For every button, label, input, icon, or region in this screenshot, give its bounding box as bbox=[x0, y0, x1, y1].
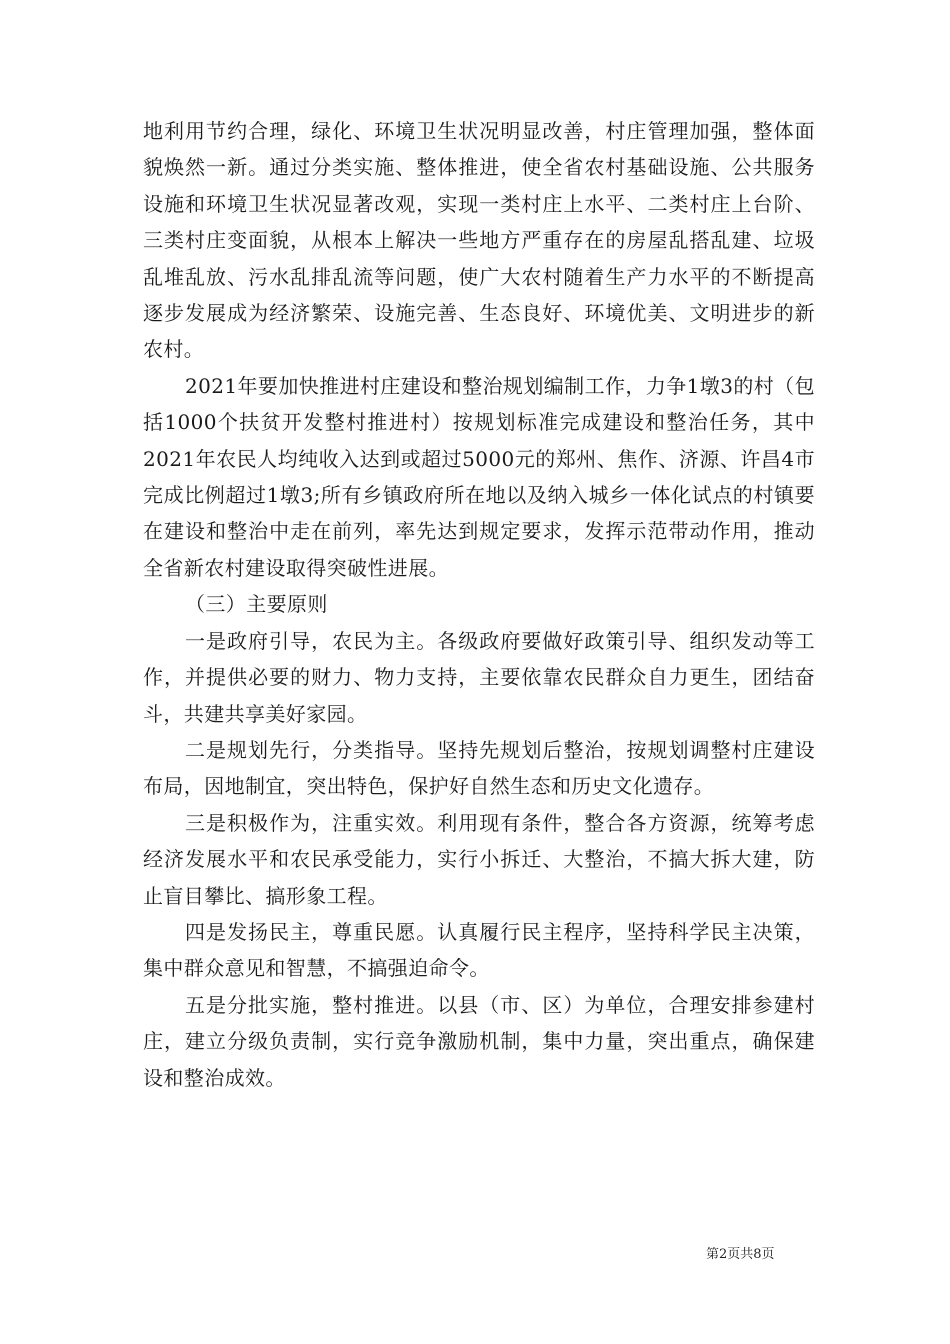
section-heading-principles: （三）主要原则 bbox=[185, 592, 328, 617]
paragraph-principle-5: 五是分批实施，整村推进。以县（市、区）为单位，合理安排参建村庄，建立分级负责制，实行竞争激励机制，集中力量，突出重点，确保建设和整治成效。 bbox=[143, 992, 815, 1090]
paragraph-1: 地利用节约合理，绿化、环境卫生状况明显改善，村庄管理加强，整体面貌焕然一新。通过分类实施、整体推进，使全省农村基础设施、公共服务设施和环境卫生状况显著改观，实现一类村庄上水平、二类村庄上台阶、三类村庄变面貌，从根本上解决一些地方严重存在的房屋乱搭乱建、垃圾乱堆乱放、污水乱排乱流等问题，使广大农村随着生产力水平的不断提高逐步发展成为经济繁荣、设施完善、生态良好、环境优美、文明进步的新农村。 bbox=[143, 119, 815, 362]
document-body bbox=[143, 113, 815, 1096]
paragraph-principle-1: 一是政府引导，农民为主。各级政府要做好政策引导、组织发动等工作，并提供必要的财力、物力支持，主要依靠农民群众自力更生，团结奋斗，共建共享美好家园。 bbox=[143, 628, 815, 726]
paragraph-principle-4: 四是发扬民主，尊重民愿。认真履行民主程序，坚持科学民主决策，集中群众意见和智慧，不搞强迫命令。 bbox=[143, 919, 815, 981]
paragraph-principle-3: 三是积极作为，注重实效。利用现有条件，整合各方资源，统筹考虑经济发展水平和农民承受能力，实行小拆迁、大整治，不搞大拆大建，防止盲目攀比、搞形象工程。 bbox=[143, 810, 815, 908]
paragraph-principle-2: 二是规划先行，分类指导。坚持先规划后整治，按规划调整村庄建设布局，因地制宜，突出特色，保护好自然生态和历史文化遗存。 bbox=[143, 737, 815, 799]
page-number-footer: 第2页共8页 bbox=[706, 1247, 775, 1262]
paragraph-2: 2021年要加快推进村庄建设和整治规划编制工作，力争1墩3的村（包括1000个扶贫开发整村推进村）按规划标准完成建设和整治任务，其中2021年农民人均纯收入达到或超过5000元的郑州、焦作、济源、许昌4市完成比例超过1墩3;所有乡镇政府所在地以及纳入城乡一体化试点的村镇要在建设和整治中走在前列，率先达到规定要求，发挥示范带动作用，推动全省新农村建设取得突破性进展。 bbox=[143, 373, 815, 580]
